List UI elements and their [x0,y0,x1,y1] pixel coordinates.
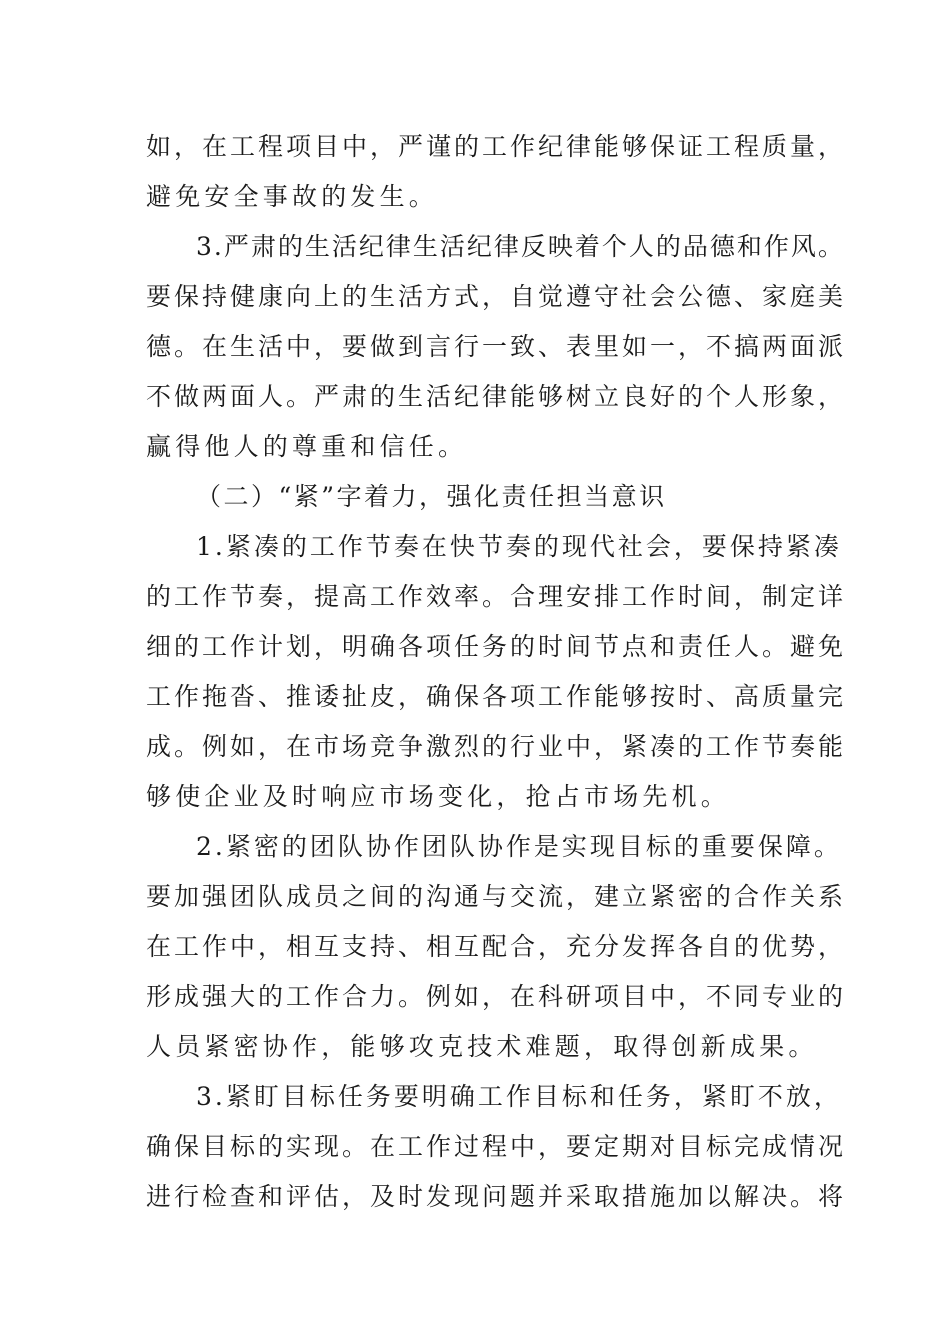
document-body [146,122,846,1222]
text-line: 赢得他人的尊重和信任。 [146,432,468,461]
text-line: 成。例如，在市场竞争激烈的行业中，紧凑的工作节奏能 [146,732,847,761]
item-1-work-rhythm: 1.紧凑的工作节奏在快节奏的现代社会，要保持紧凑 [196,532,842,561]
item-3-life-discipline: 3.严肃的生活纪律生活纪律反映着个人的品德和作风。 [196,232,845,261]
text-line: 进行检查和评估，及时发现问题并采取措施加以解决。将 [146,1182,847,1211]
text-line: 不做两面人。严肃的生活纪律能够树立良好的个人形象， [146,382,847,411]
text-line: 人员紧密协作，能够攻克技术难题，取得创新成果。 [146,1032,818,1061]
text-line: 的工作节奏，提高工作效率。合理安排工作时间，制定详 [146,582,847,611]
text-line: 细的工作计划，明确各项任务的时间节点和责任人。避免 [146,632,847,661]
text-line: 工作拖沓、推诿扯皮，确保各项工作能够按时、高质量完 [146,682,847,711]
section-heading: （二）“紧”字着力，强化责任担当意识 [196,482,667,511]
text-line: 确保目标的实现。在工作过程中，要定期对目标完成情况 [146,1132,847,1161]
text-line: 要加强团队成员之间的沟通与交流，建立紧密的合作关系 [146,882,847,911]
text-line: 如，在工程项目中，严谨的工作纪律能够保证工程质量， [146,132,847,161]
text-line: 要保持健康向上的生活方式，自觉遵守社会公德、家庭美 [146,282,847,311]
text-line: 够使企业及时响应市场变化，抢占市场先机。 [146,782,731,811]
text-line: 德。在生活中，要做到言行一致、表里如一，不搞两面派 [146,332,847,361]
text-line: 在工作中，相互支持、相互配合，充分发挥各自的优势， [146,932,847,961]
text-line: 形成强大的工作合力。例如，在科研项目中，不同专业的 [146,982,847,1011]
item-2-teamwork: 2.紧密的团队协作团队协作是实现目标的重要保障。 [196,832,842,861]
text-line: 避免安全事故的发生。 [146,182,439,211]
item-3-goal-tasks: 3.紧盯目标任务要明确工作目标和任务，紧盯不放， [196,1082,842,1111]
